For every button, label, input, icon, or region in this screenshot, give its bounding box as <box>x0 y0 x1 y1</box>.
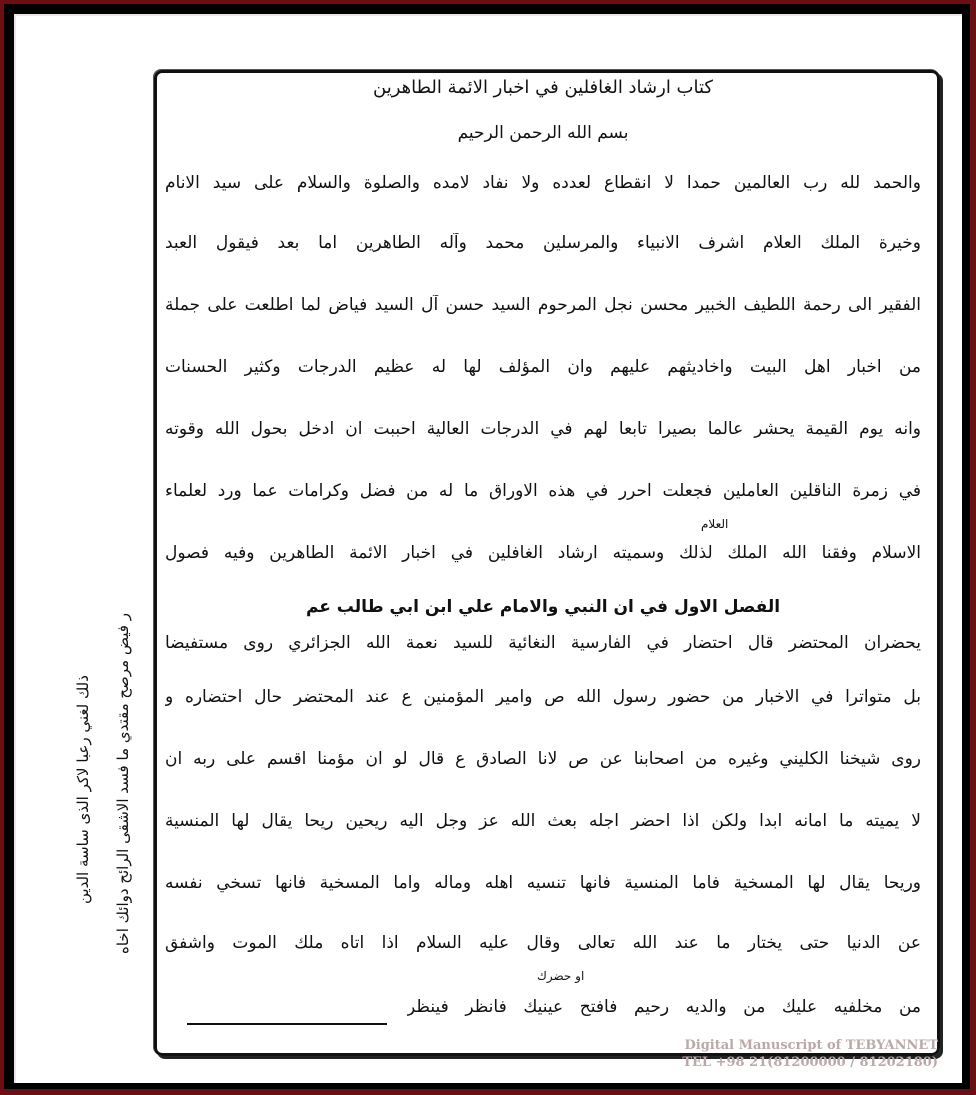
page-frame <box>4 4 970 1089</box>
text-line-15: من مخلفيه عليك من والديه رحيم فافتح عينيك فانظر فينظر <box>407 997 921 1017</box>
interlinear-note-1: العلام <box>701 517 729 531</box>
watermark-line-1: Digital Manuscript of TEBYANNET <box>684 1038 938 1053</box>
watermark-line-2: TEL +98 21(81200000 / 81202180) <box>682 1055 938 1070</box>
text-line-13: وريحا يقال لها المسخية فاما المنسية فانها تنسيه اهله وماله واما المسخية فانها تسخي نفسه <box>165 873 921 893</box>
text-line-10: بل متواترا في الاخبار من حضور رسول الله ص وامير المؤمنين ع عند المحتضر حال احتضاره و <box>165 687 921 707</box>
manuscript-page <box>14 14 962 1083</box>
text-frame <box>154 70 940 1056</box>
text-line-12: لا يميته ما امانه ابدا ولكن اذا احضر اجله بعث الله عز وجل اليه ريحين ريحا يقال لها المنسية <box>165 811 921 831</box>
text-line-7: الاسلام وفقنا الله الملك لذلك وسميته ارشاد الغافلين في اخبار الائمة الطاهرين وفيه فصول <box>165 543 921 563</box>
manuscript-title: كتاب ارشاد الغافلين في اخبار الائمة الطاهرين <box>373 77 713 98</box>
margin-note <box>74 454 164 954</box>
text-line-4: من اخبار اهل البيت واخاديثهم عليهم وان المؤلف لها له عظيم الدرجات وكثير الحسنات <box>165 357 921 377</box>
text-line-11: روى شيخنا الكليني وغيره من اصحابنا عن ص لانا الصادق ع قال لو ان مؤمنا اقسم على ربه ان <box>165 749 921 769</box>
text-line-6: في زمرة الناقلين العاملين فجعلت احرر في هذه الاوراق ما له من فضل وكرامات عما ورد لعلماء <box>165 481 921 501</box>
section-heading: الفصل الاول في ان النبي والامام علي ابن ابي طالب عم <box>305 597 781 617</box>
text-line-5: وانه يوم القيمة يحشر عالما بصيرا تابعا لهم في الدرجات العالية احببت ان ادخل بحول الله وقوته <box>165 419 921 439</box>
margin-line-2: ذلك لغني رعبا لاكر الذى ساسة الدين <box>74 675 92 904</box>
text-line-9: يحضران المحتضر قال احتضار في الفارسية النغائية للسيد نعمة الله الجزائري روى مستفيضا <box>165 633 921 653</box>
interlinear-note-2: او حضرك <box>537 969 585 983</box>
text-line-1: والحمد لله رب العالمين حمدا لا انقطاع لعدده ولا نفاد لامده والصلوة والسلام على سيد الانام <box>165 173 921 193</box>
margin-line-1: ر فيض مرصح مقتدي ما فسد الاشقى الرائح دوائك اخاه <box>114 613 132 954</box>
text-line-3: الفقير الى رحمة اللطيف الخبير محسن نجل المرحوم السيد حسن آل السيد فياض لما اطلعت على جملة <box>165 295 921 315</box>
bismillah: بسم الله الرحمن الرحيم <box>457 123 629 143</box>
watermark <box>682 1037 938 1071</box>
text-line-14: عن الدنيا حتى يختار ما عند الله تعالى وقال عليه السلام اذا اتاه ملك الموت واشفق <box>165 933 921 953</box>
text-line-2: وخيرة الملك العلام اشرف الانبياء والمرسلين محمد وآله الطاهرين اما بعد فيقول العبد <box>165 233 921 253</box>
closing-rule <box>187 1023 387 1025</box>
